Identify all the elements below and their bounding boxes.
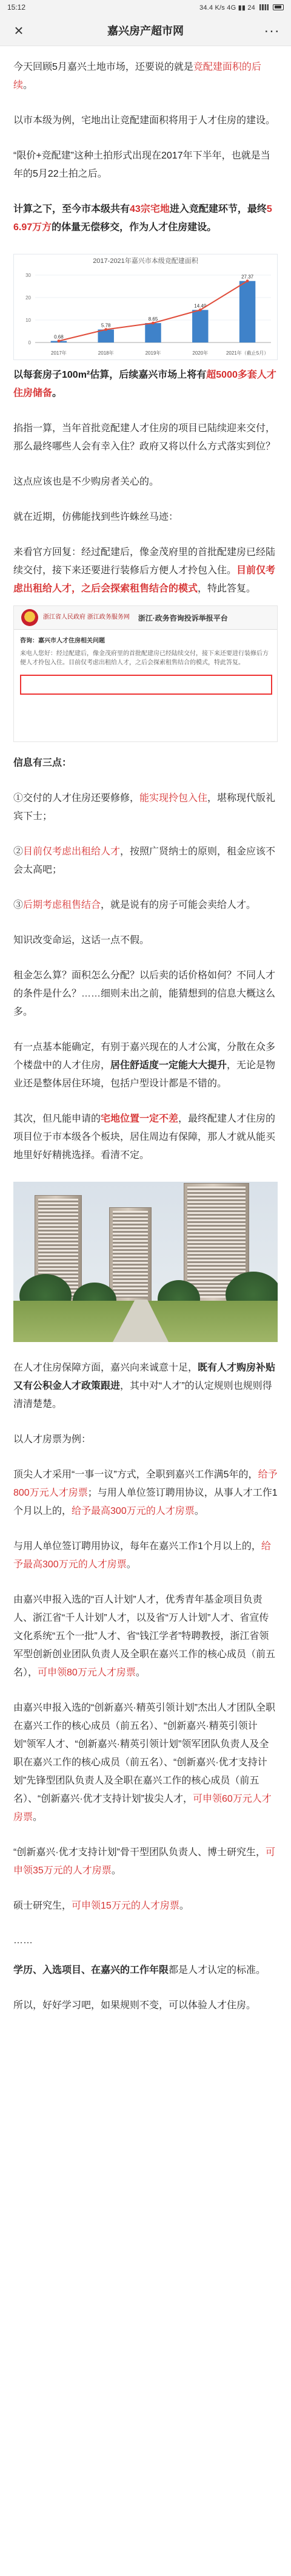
highlighted-text: 超5000多套人才住房储备 (13, 370, 276, 398)
paragraph-text: ，就是说有的房子可能会卖给人才。 (101, 900, 256, 910)
paragraph-text: ③ (13, 900, 24, 910)
x-tick-label: 2018年 (98, 350, 114, 356)
article-paragraph: “限价+竞配建”这种土拍形式出现在2017年下半年，也就是当年的5月22土拍之后。 (13, 151, 270, 179)
paragraph-text: ①交付的人才住房还要修修， (13, 793, 140, 803)
article-paragraph (13, 1110, 278, 1165)
article-paragraph (13, 1038, 278, 1093)
chart-bar (145, 323, 161, 342)
highlighted-text: 给予最高300万元的人才房票 (13, 1541, 271, 1570)
chart-svg (14, 268, 278, 360)
paragraph-text: ，特此答复。 (198, 584, 256, 594)
highlighted-text: 给予800万元人才房票 (13, 1470, 278, 1498)
status-time: 15:12 (7, 3, 26, 12)
trend-point (152, 322, 155, 325)
highlighted-text: 竞配建面积的后续 (13, 62, 261, 90)
info-item (13, 896, 278, 915)
bar-data-label: 5.78 (101, 322, 111, 329)
highlighted-text: 后期考虑租售结合 (23, 900, 101, 910)
paragraph-text: 由嘉兴申报入选的“创新嘉兴·精英引领计划”杰出人才团队全职在嘉兴工作的核心成员（前五名）、“创新嘉兴·精英引领计划”领军人才、“创新嘉兴·精英引领计划”领军团队负责人及全职在嘉兴工作的核心成员（前五名）、“创新嘉兴·优才支持计划”先锋型团队负责人及全职在嘉兴工作的核心成员（前五名）、“创新嘉兴·优才支持计划”拔尖人才， (13, 1703, 275, 1804)
government-question: 咨询：嘉兴市人才住房相关问题 (20, 638, 105, 644)
article-paragraph (13, 58, 278, 95)
paragraph-text: 来看官方回复：经过配建后，像金茂府里的首批配建房已经陆续交付，接下来还要进行装修后方便人才拎包入住。 (13, 547, 276, 576)
article-paragraph (13, 543, 278, 598)
paragraph-text: ，堪称现代版礼宾下士； (13, 793, 276, 822)
page-title: 嘉兴房产超市网 (107, 24, 184, 37)
trend-point (104, 328, 107, 331)
article-paragraph: 这点应该也是不少购房者关心的。 (13, 477, 159, 487)
paragraph-text: 的体量无偿移交，作为人才住房建设。 (52, 222, 217, 233)
info-item (13, 843, 278, 879)
paragraph-text: 以每套房子100m²估算，后续嘉兴市场上将有 (13, 370, 207, 380)
paragraph-text: 在人才住房保障方面，嘉兴向来诚意十足， (13, 1363, 198, 1373)
x-tick-label: 2021年（截止5月） (226, 350, 269, 356)
network-speed: 34.4 K/s 4G ▮▮ 24 (199, 4, 255, 12)
highlighted-text: 目前仅考虑出租给人才 (23, 847, 121, 857)
bar-data-label: 27.37 (241, 274, 254, 280)
article-paragraph: 以市本级为例，宅地出让竞配建面积将用于人才住房的建设。 (13, 115, 276, 126)
y-tick-label: 0 (28, 340, 31, 346)
government-site-title: 浙江·政务咨询投诉举报平台 (138, 613, 228, 622)
paragraph-text: “创新嘉兴·优才支持计划”骨干型团队负责人、博士研究生， (13, 1847, 266, 1858)
bar-data-label: 8.65 (148, 316, 158, 322)
government-emblem-icon (21, 609, 38, 626)
status-bar (0, 0, 291, 15)
paragraph-text: 。 (33, 1812, 43, 1822)
article-paragraph (13, 200, 278, 237)
more-icon[interactable]: ... (264, 19, 280, 36)
emphasis-text: 学历、入选项目、在嘉兴的工作年限 (13, 1965, 169, 1975)
government-site-header (14, 606, 277, 630)
y-tick-label: 30 (25, 273, 31, 278)
article-paragraph (13, 1699, 278, 1827)
x-tick-label: 2019年 (145, 350, 161, 356)
article-paragraph (13, 1466, 278, 1521)
chart-bar (192, 310, 208, 342)
paragraph-text: 由嘉兴申报入选的“百人计划”人才，优秀青年基金项目负责人、浙江省“千人计划”人才，以及省“万人计划”人才、省宣传文化系统“五个一批”人才、省“钱江学者”特聘教授，浙江省领军型创新创业团队负责人及全职在嘉兴工作的核心成员（前五名）， (13, 1595, 276, 1678)
highlighted-text: 可申领60万元人才房票 (13, 1794, 272, 1822)
paragraph-text: 。 (23, 80, 33, 90)
highlighted-text: 给予最高300万元的人才房票 (72, 1506, 195, 1516)
article-paragraph: 以人才房票为例： (13, 1434, 92, 1445)
paragraph-text: ，无论是物业还是整体居住环境，包括户型设计都是不错的。 (13, 1060, 276, 1089)
government-answer: 来电人您好：经过配建后，像金茂府里的首批配建房已经陆续交付，接下来还要进行装修后方便人才拎包入住。目前仅考虑出租给人才，之后会探索租售结合的模式，特此答复。 (20, 650, 269, 666)
paragraph-text: 今天回顾5月嘉兴土地市场，还要说的就是 (13, 62, 193, 72)
article-paragraph (13, 1538, 278, 1574)
land-area-chart (13, 254, 278, 360)
article-paragraph: 就在近期，仿佛能找到些许蛛丝马迹： (13, 512, 179, 522)
trend-point (58, 339, 61, 342)
signal-icon (259, 4, 269, 10)
chart-title: 2017-2021年嘉兴市本级竞配建面积 (93, 257, 198, 265)
highlighted-text: 可申领15万元的人才房票 (72, 1901, 179, 1911)
article-paragraph (13, 1844, 278, 1880)
paragraph-text: ，按照广贤纳士的原则，租金应该不会太高吧； (13, 847, 276, 875)
bar-data-label: 0.68 (54, 334, 64, 340)
paragraph-text: 硕士研究生， (13, 1901, 72, 1911)
paragraph-text: 进入竞配建环节，最终 (169, 204, 267, 214)
y-tick-label: 10 (25, 318, 31, 323)
status-indicators (199, 4, 284, 12)
article-paragraph (13, 1359, 278, 1414)
x-tick-label: 2020年 (192, 350, 209, 356)
info-item (13, 789, 278, 826)
article-paragraph: 知识改变命运，这话一点不假。 (13, 935, 150, 946)
paragraph-text: 其次，但凡能申请的 (13, 1114, 101, 1124)
paragraph-text: 都是人才认定的标准。 (169, 1965, 266, 1975)
article-paragraph (13, 366, 278, 403)
paragraph-text: 有一点基本能确定，有别于嘉兴现在的人才公寓，分散在众多个楼盘中的人才住房， (13, 1042, 276, 1071)
highlighted-text: 43宗宅地 (130, 204, 170, 214)
trend-point (246, 279, 249, 282)
top-navigation (0, 15, 291, 46)
government-brand: 浙江省人民政府 浙江政务服务网 (43, 614, 130, 621)
ellipsis-text: …… (13, 1935, 33, 1946)
close-icon[interactable]: × (14, 21, 24, 39)
highlighted-text: 宅地位置一定不差 (101, 1114, 179, 1124)
paragraph-text: 与用人单位签订聘用协议，每年在嘉兴工作1个月以上的， (13, 1541, 261, 1552)
paragraph-text: 。 (194, 1506, 204, 1516)
highlighted-text: 56.97万方 (13, 204, 272, 233)
paragraph-text: 。 (179, 1901, 189, 1911)
residential-towers-photo (13, 1182, 278, 1342)
trend-point (199, 308, 202, 312)
emphasis-text: 既有人才购房补贴又有公积金人才政策跟进 (13, 1363, 276, 1391)
chart-bar (239, 281, 255, 342)
y-tick-label: 20 (25, 295, 31, 301)
paragraph-text: ，其中对“人才”的认定规则也规则得清清楚楚。 (13, 1381, 272, 1409)
x-tick-label: 2017年 (51, 350, 67, 356)
highlighted-text: 能实现拎包入住 (139, 793, 208, 803)
article-content (0, 46, 291, 2015)
red-highlight-box (20, 675, 272, 695)
government-reply-screenshot (13, 605, 278, 742)
article-paragraph (13, 1591, 278, 1682)
highlighted-text: 可申领35万元的人才房票 (13, 1847, 276, 1876)
paragraph-text: 。 (52, 388, 62, 398)
highlighted-text: 可申领80万元人才房票 (38, 1668, 136, 1678)
paragraph-text: 顶尖人才采用“一事一议”方式，全职到嘉兴工作满5年的， (13, 1470, 258, 1480)
battery-icon (273, 4, 284, 10)
paragraph-text: ；与用人单位签订聘用协议，从事人才工作1个月以上的， (13, 1488, 278, 1516)
paragraph-text: ② (13, 847, 24, 857)
article-paragraph: 租金怎么算？面积怎么分配？以后卖的话价格如何？不同人才的条件是什么？……细则未出之前，能猜想到的信息大概这么多。 (13, 970, 276, 1017)
paragraph-text: 。 (111, 1866, 121, 1876)
paragraph-text: 。 (126, 1559, 136, 1570)
emphasis-text: 居住舒适度一定能大大提升 (110, 1060, 227, 1071)
article-paragraph: 信息有三点： (13, 758, 72, 768)
bar-data-label: 14.49 (194, 303, 207, 309)
article-paragraph (13, 1961, 278, 1980)
tower-shape (109, 1207, 152, 1303)
paragraph-text: 。 (135, 1668, 146, 1678)
paragraph-text: 计算之下，至今市本级共有 (13, 204, 130, 214)
highlighted-text: 目前仅考虑出租给人才，之后会探索租售结合的模式 (13, 565, 276, 594)
article-paragraph: 所以，好好学习吧，如果规则不变，可以体验人才住房。 (13, 2000, 256, 2011)
paragraph-text: ，最终配建人才住房的项目位于市本级各个板块，居住周边有保障，那人才就从能买地里好好精挑选择。看清不定。 (13, 1114, 276, 1160)
article-paragraph (13, 1897, 278, 1915)
article-paragraph: 掐指一算，当年首批竞配建人才住房的项目已陆续迎来交付，那么最终哪些人会有幸入住？政府又将以什么方式落实到位？ (13, 423, 276, 452)
